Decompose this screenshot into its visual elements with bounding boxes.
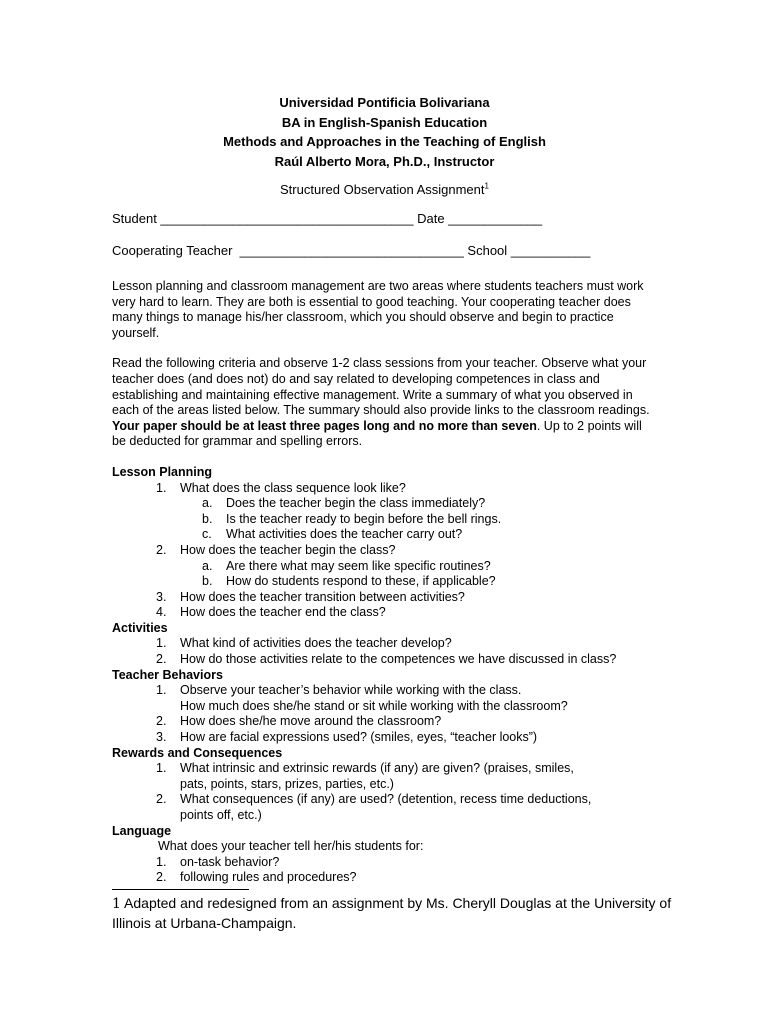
list-item <box>156 854 657 871</box>
instructions-text-1: Read the following criteria and observe 1-2 class sessions from your teacher. Observe what your teacher does (and does not) do and say related to developing competences in class and establishing and maintaining effective management. Write a summary of what you observed in each of the areas listed below. The summary should also provide links to the classroom readings. <box>112 356 650 418</box>
item-number: 2. <box>156 542 167 557</box>
item-text: How are facial expressions used? (smiles, eyes, “teacher looks”) <box>180 730 538 745</box>
item-text: What kind of activities does the teacher develop? <box>180 636 452 651</box>
rewards-list <box>112 761 657 823</box>
item-text: How does the teacher begin the class? <box>180 542 396 557</box>
sub-item-letter: a. <box>202 496 213 511</box>
item-text: How does the teacher end the class? <box>180 605 386 620</box>
sub-item-letter: c. <box>202 527 212 542</box>
footnote <box>112 894 672 933</box>
section-heading-activities: Activities <box>112 620 168 635</box>
item-number: 1. <box>156 854 167 869</box>
item-number: 4. <box>156 605 167 620</box>
item-text-continued: How much does she/he stand or sit while working with the classroom? <box>180 698 568 713</box>
sub-list-item <box>202 558 657 575</box>
footnote-marker: 1 <box>484 181 489 191</box>
sub-list-item <box>202 496 657 512</box>
item-text: on-task behavior? <box>180 854 280 869</box>
item-number: 1. <box>156 683 167 698</box>
list-item <box>156 792 597 823</box>
item-text: What intrinsic and extrinsic rewards (if any) are given? (praises, smiles, pats, points, stars, prizes, parties, etc.) <box>180 761 574 791</box>
list-item <box>156 636 657 652</box>
activities-list <box>112 636 657 667</box>
sub-item-text: How do students respond to these, if applicable? <box>226 574 496 589</box>
sub-list-item <box>202 511 657 528</box>
assignment-title <box>112 182 657 198</box>
list-item <box>156 683 657 714</box>
sub-item-text: Does the teacher begin the class immediately? <box>226 496 486 511</box>
item-number: 1. <box>156 636 167 651</box>
list-item <box>156 870 657 886</box>
instructions-text-2: . Up to 2 points will be deducted for grammar and spelling errors. <box>112 418 642 449</box>
student-date-field: Student ___________________________________ Date _____________ <box>112 211 543 226</box>
item-number: 1. <box>156 761 167 776</box>
instructor-name: Raúl Alberto Mora, Ph.D., Instructor <box>274 153 495 169</box>
instructions-bold-text: Your paper should be at least three pages long and no more than seven <box>112 418 537 433</box>
sub-list <box>180 559 657 590</box>
item-number: 1. <box>156 480 167 495</box>
language-lead-text: What does your teacher tell her/his students for: <box>158 839 424 854</box>
lesson-planning-list <box>112 481 657 621</box>
section-heading-language: Language <box>112 823 172 838</box>
university-name: Universidad Pontificia Bolivariana <box>279 95 490 110</box>
item-number: 2. <box>156 792 167 807</box>
list-item <box>156 589 657 606</box>
item-text: How do those activities relate to the competences we have discussed in class? <box>180 652 617 667</box>
instructions-paragraph <box>112 356 657 450</box>
item-number: 2. <box>156 652 167 667</box>
sub-item-letter: b. <box>202 574 213 589</box>
teacher-school-field: Cooperating Teacher _______________________________ School ___________ <box>112 243 591 258</box>
item-number: 2. <box>156 870 167 885</box>
sub-item-text: What activities does the teacher carry out? <box>226 527 463 542</box>
list-item <box>156 605 657 621</box>
sub-list <box>180 496 657 543</box>
item-text: What consequences (if any) are used? (detention, recess time deductions, points off, etc.) <box>180 792 592 822</box>
item-number: 3. <box>156 730 167 745</box>
list-item <box>156 761 597 792</box>
sub-item-text: Are there what may seem like specific routines? <box>226 558 491 573</box>
sub-item-letter: b. <box>202 511 213 526</box>
program-name: BA in English-Spanish Education <box>281 114 488 130</box>
sub-list-item <box>202 574 657 590</box>
list-item <box>156 730 657 746</box>
teacher-behaviors-list <box>112 683 657 745</box>
item-text: following rules and procedures? <box>180 870 357 885</box>
document-header <box>112 93 657 171</box>
sub-item-letter: a. <box>202 558 213 573</box>
item-text: How does she/he move around the classroom? <box>180 714 442 729</box>
item-text: Observe your teacher’s behavior while working with the class. <box>180 683 522 698</box>
list-item <box>156 652 657 668</box>
sub-list-item <box>202 527 657 543</box>
document-page <box>112 93 657 886</box>
language-list <box>112 855 657 886</box>
footnote-text: Adapted and redesigned from an assignment by Ms. Cheryll Douglas at the University of Illinois at Urbana-Champaign. <box>112 895 672 931</box>
item-text: How does the teacher transition between activities? <box>180 589 465 604</box>
item-number: 2. <box>156 714 167 729</box>
assignment-title-text: Structured Observation Assignment <box>280 182 485 197</box>
item-number: 3. <box>156 589 167 604</box>
item-text: What does the class sequence look like? <box>180 480 406 495</box>
list-item <box>156 714 657 730</box>
section-heading-teacher-behaviors: Teacher Behaviors <box>112 667 223 682</box>
intro-paragraph: Lesson planning and classroom management are two areas where students teachers must work very hard to learn. They are both is essential to good teaching. Your cooperating teacher does many things to manage his/her classroom, which you should observe and begin to practice yourself. <box>112 279 644 340</box>
list-item <box>156 480 657 543</box>
sub-item-text: Is the teacher ready to begin before the bell rings. <box>226 511 502 526</box>
footnote-separator <box>112 889 249 890</box>
list-item <box>156 542 657 590</box>
course-name: Methods and Approaches in the Teaching of English <box>223 134 546 149</box>
section-heading-lesson-planning: Lesson Planning <box>112 464 213 479</box>
section-heading-rewards: Rewards and Consequences <box>112 745 283 760</box>
footnote-number: 1 <box>112 896 121 912</box>
